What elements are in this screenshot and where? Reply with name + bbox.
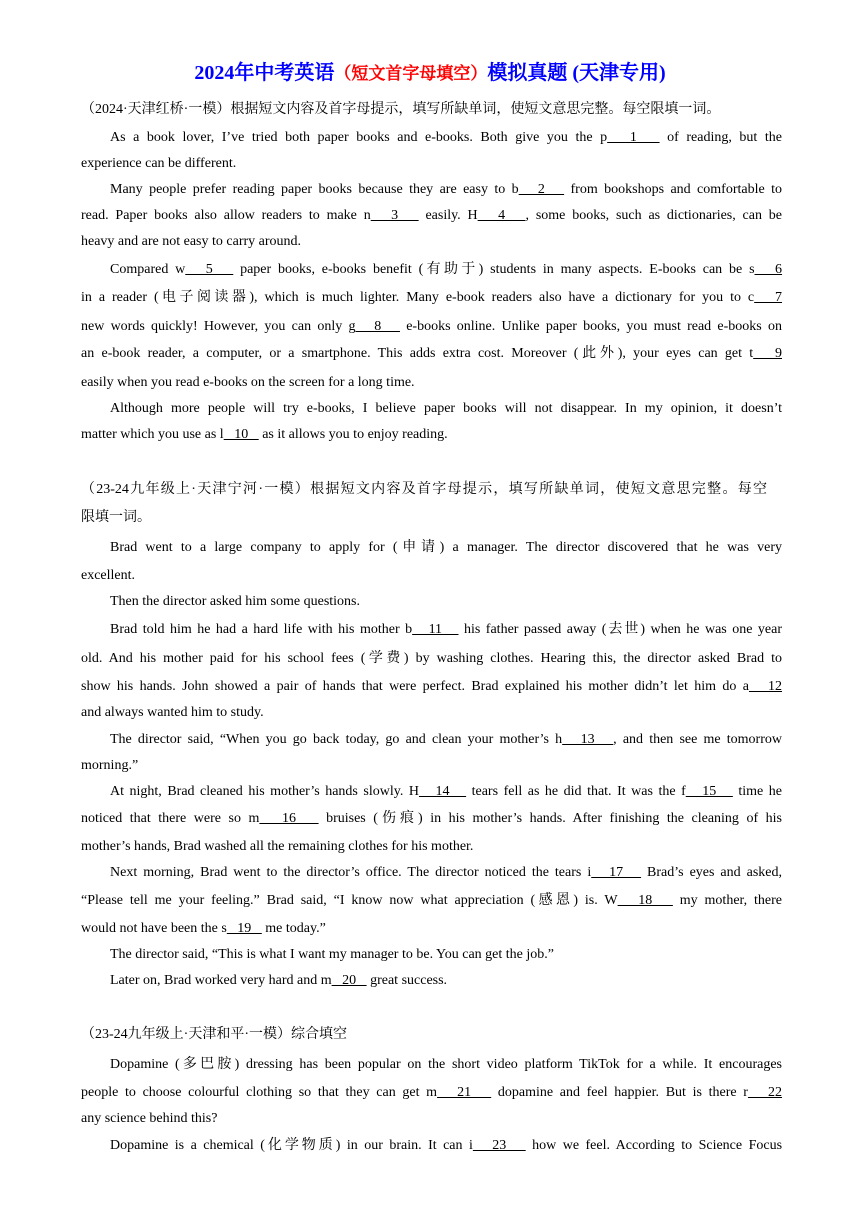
answer-blank[interactable]: 15 [685,784,733,799]
s2-line: Brad went to a large company to apply for (申请) a manager. The director discovered that he was very [110,540,782,555]
s1-line: experience can be different. [81,156,237,171]
answer-blank[interactable]: 14 [418,784,467,799]
answer-blank[interactable]: 2 [518,182,565,197]
answer-blank[interactable]: 9 [753,346,782,361]
s2-line: At night, Brad cleaned his mother’s hands slowly. H 14 tears fell as he did that. It was the f 15 time he [110,784,782,799]
s2-line: Next morning, Brad went to the director’s office. The director noticed the tears i 17 Brad’s eyes and asked, [110,865,782,880]
s2-line: would not have been the s 19 me today.” [81,921,326,936]
s1-line: matter which you use as l 10 as it allows you to enjoy reading. [81,427,448,442]
s1-line: Compared w 5 paper books, e-books benefit (有助于) students in many aspects. E-books can be s 6 [110,262,783,277]
s2-line: show his hands. John showed a pair of hands that were perfect. Brad explained his mother didn’t let him do a 12 [81,679,783,694]
answer-blank[interactable]: 10 [223,427,259,442]
answer-blank[interactable]: 3 [370,208,419,223]
s2-line: mother’s hands, Brad washed all the remaining clothes for his mother. [81,839,474,854]
s3-line: people to choose colourful clothing so that they can get m 21 dopamine and feel happier. But is there r 22 [81,1085,783,1100]
answer-blank[interactable]: 4 [477,208,526,223]
section1-source: （2024·天津红桥·一模）根据短文内容及首字母提示，填写所缺单词，使短文意思完整。每空限填一词。 [81,102,721,117]
s2-line: Then the director asked him some questions. [110,594,360,609]
title-suffix: 模拟真题 (天津专用) [487,62,666,84]
s2-line: old. And his mother paid for his school fees (学费) by washing clothes. Hearing this, the director asked Brad to [81,651,782,666]
answer-blank[interactable]: 22 [747,1085,783,1100]
answer-blank[interactable]: 16 [259,811,319,826]
s1-line: read. Paper books also allow readers to make n 3 easily. H 4 , some books, such as dictionaries, can be [81,208,783,223]
s2-line: excellent. [81,568,136,583]
answer-blank[interactable]: 12 [748,679,783,694]
title-main: 2024年中考英语 [194,62,335,84]
s1-line: new words quickly! However, you can only g 8 e-books online. Unlike paper books, you must read e-books on [81,319,782,334]
s1-line: an e-book reader, a computer, or a smartphone. This adds extra cost. Moreover (此外), your eyes can get t 9 [81,346,782,361]
answer-blank[interactable]: 8 [355,319,400,334]
answer-blank[interactable]: 13 [562,732,614,747]
s2-line: morning.” [81,758,139,773]
section3-source: （23-24九年级上·天津和平·一模）综合填空 [81,1027,347,1042]
s3-line: Dopamine (多巴胺) dressing has been popular on the short video platform TikTok for a while. It encourages [110,1057,782,1072]
answer-blank[interactable]: 1 [607,130,660,145]
s1-line: easily when you read e-books on the screen for a long time. [81,375,415,390]
s2-line: “Please tell me your feeling.” Brad said, “I know now what appreciation (感恩) is. W 18 my mother, there [81,893,782,908]
s2-line: noticed that there were so m 16 bruises (伤痕) in his mother’s hands. After finishing the cleaning of his [81,811,782,826]
answer-blank[interactable]: 7 [754,290,783,305]
section2-source-cont: 限填一词。 [81,510,151,525]
s1-line: As a book lover, I’ve tried both paper books and e-books. Both give you the p 1 of reading, but the [110,130,782,145]
answer-blank[interactable]: 5 [185,262,234,277]
section2-source: （23-24九年级上·天津宁河·一模）根据短文内容及首字母提示，填写所缺单词，使短文意思完整。每空 [81,482,767,497]
s1-line: Although more people will try e-books, I believe paper books will not disappear. In my opinion, it doesn’t [110,401,782,416]
s1-line: heavy and are not easy to carry around. [81,234,302,249]
page-title [0,60,860,87]
title-subtitle: （短文首字母填空） [334,64,488,83]
answer-blank[interactable]: 21 [437,1085,492,1100]
answer-blank[interactable]: 19 [226,921,262,936]
s2-line: Brad told him he had a hard life with his mother b 11 his father passed away (去世) when he was one year [110,622,783,637]
s1-line: Many people prefer reading paper books because they are easy to b 2 from bookshops and comfortable to [110,182,782,197]
answer-blank[interactable]: 17 [591,865,642,880]
s3-line: Dopamine is a chemical (化学物质) in our brain. It can i 23 how we feel. According to Science Focus [110,1138,783,1153]
answer-blank[interactable]: 6 [754,262,783,277]
s2-line: The director said, “When you go back today, go and clean your mother’s h 13 , and then see me tomorrow [110,732,782,747]
s2-line: Later on, Brad worked very hard and m 20 great success. [110,973,448,988]
answer-blank[interactable]: 18 [617,893,673,908]
answer-blank[interactable]: 20 [331,973,367,988]
s2-line: The director said, “This is what I want my manager to be. You can get the job.” [110,947,554,962]
answer-blank[interactable]: 23 [472,1138,526,1153]
answer-blank[interactable]: 11 [412,622,459,637]
s2-line: and always wanted him to study. [81,705,264,720]
s1-line: in a reader (电子阅读器), which is much lighter. Many e-book readers also have a dictionary for you to c 7 [81,290,783,305]
s3-line: any science behind this? [81,1111,218,1126]
